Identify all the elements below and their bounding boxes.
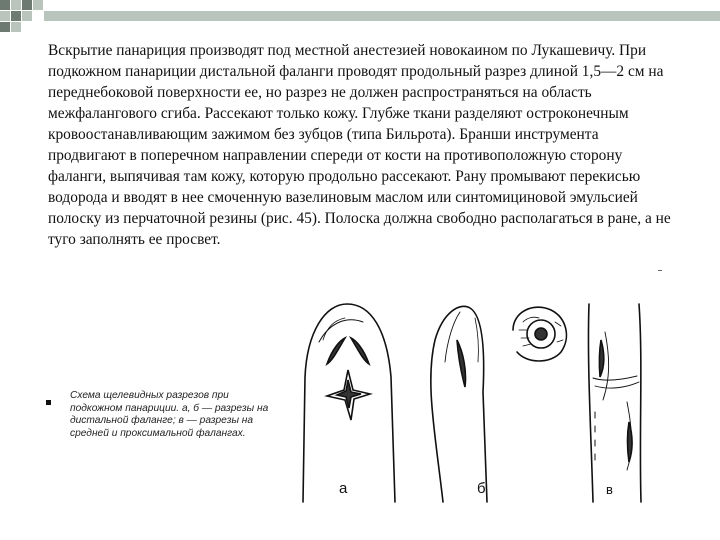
bullet-icon <box>46 400 51 405</box>
figure-label-b: б <box>477 480 486 497</box>
finger-b-drawing <box>431 306 487 502</box>
figure-caption: Схема щелевидных разрезов при подкожном панариции. а, б — разрезы на дистальной фаланге; в — разрезы на средней и проксимальной фалангах. <box>70 390 269 439</box>
cross-section-diagram <box>513 307 566 361</box>
corner-decoration <box>0 0 720 40</box>
body-paragraph: Вскрытие панариция производят под местной анестезией новокаином по Лукашевичу. При подкожном панариции дистальной фаланги проводят продольный разрез длиной 1,5—2 см на переднебоковой поверхности ее, но разрез не должен распространяться на область межфалангового сгиба. Рассекают только кожу. Глубже ткани разделяют остроконечным кровоостанавливающим зажимом без зубцов (типа Бильрота). Бранши инструмента продвигают в поперечном направлении спереди от кости на противоположную сторону фаланги, выпячивая там кожу, которую продольно рассекают. Рану промывают перекисью водорода и вводят в нее смоченную вазелиновым маслом или синтомициновой эмульсией полоску из перчаточной резины (рис. 45). Полоска должна свободно располагаться в ране, а не туго заполнять ее просвет. <box>48 42 671 248</box>
finger-incision-illustration <box>275 282 685 512</box>
stray-mark <box>658 270 662 271</box>
finger-c-drawing <box>588 304 641 502</box>
finger-a-drawing <box>303 304 395 502</box>
figure-label-a: а <box>339 480 348 497</box>
figure-label-c: в <box>606 482 613 497</box>
